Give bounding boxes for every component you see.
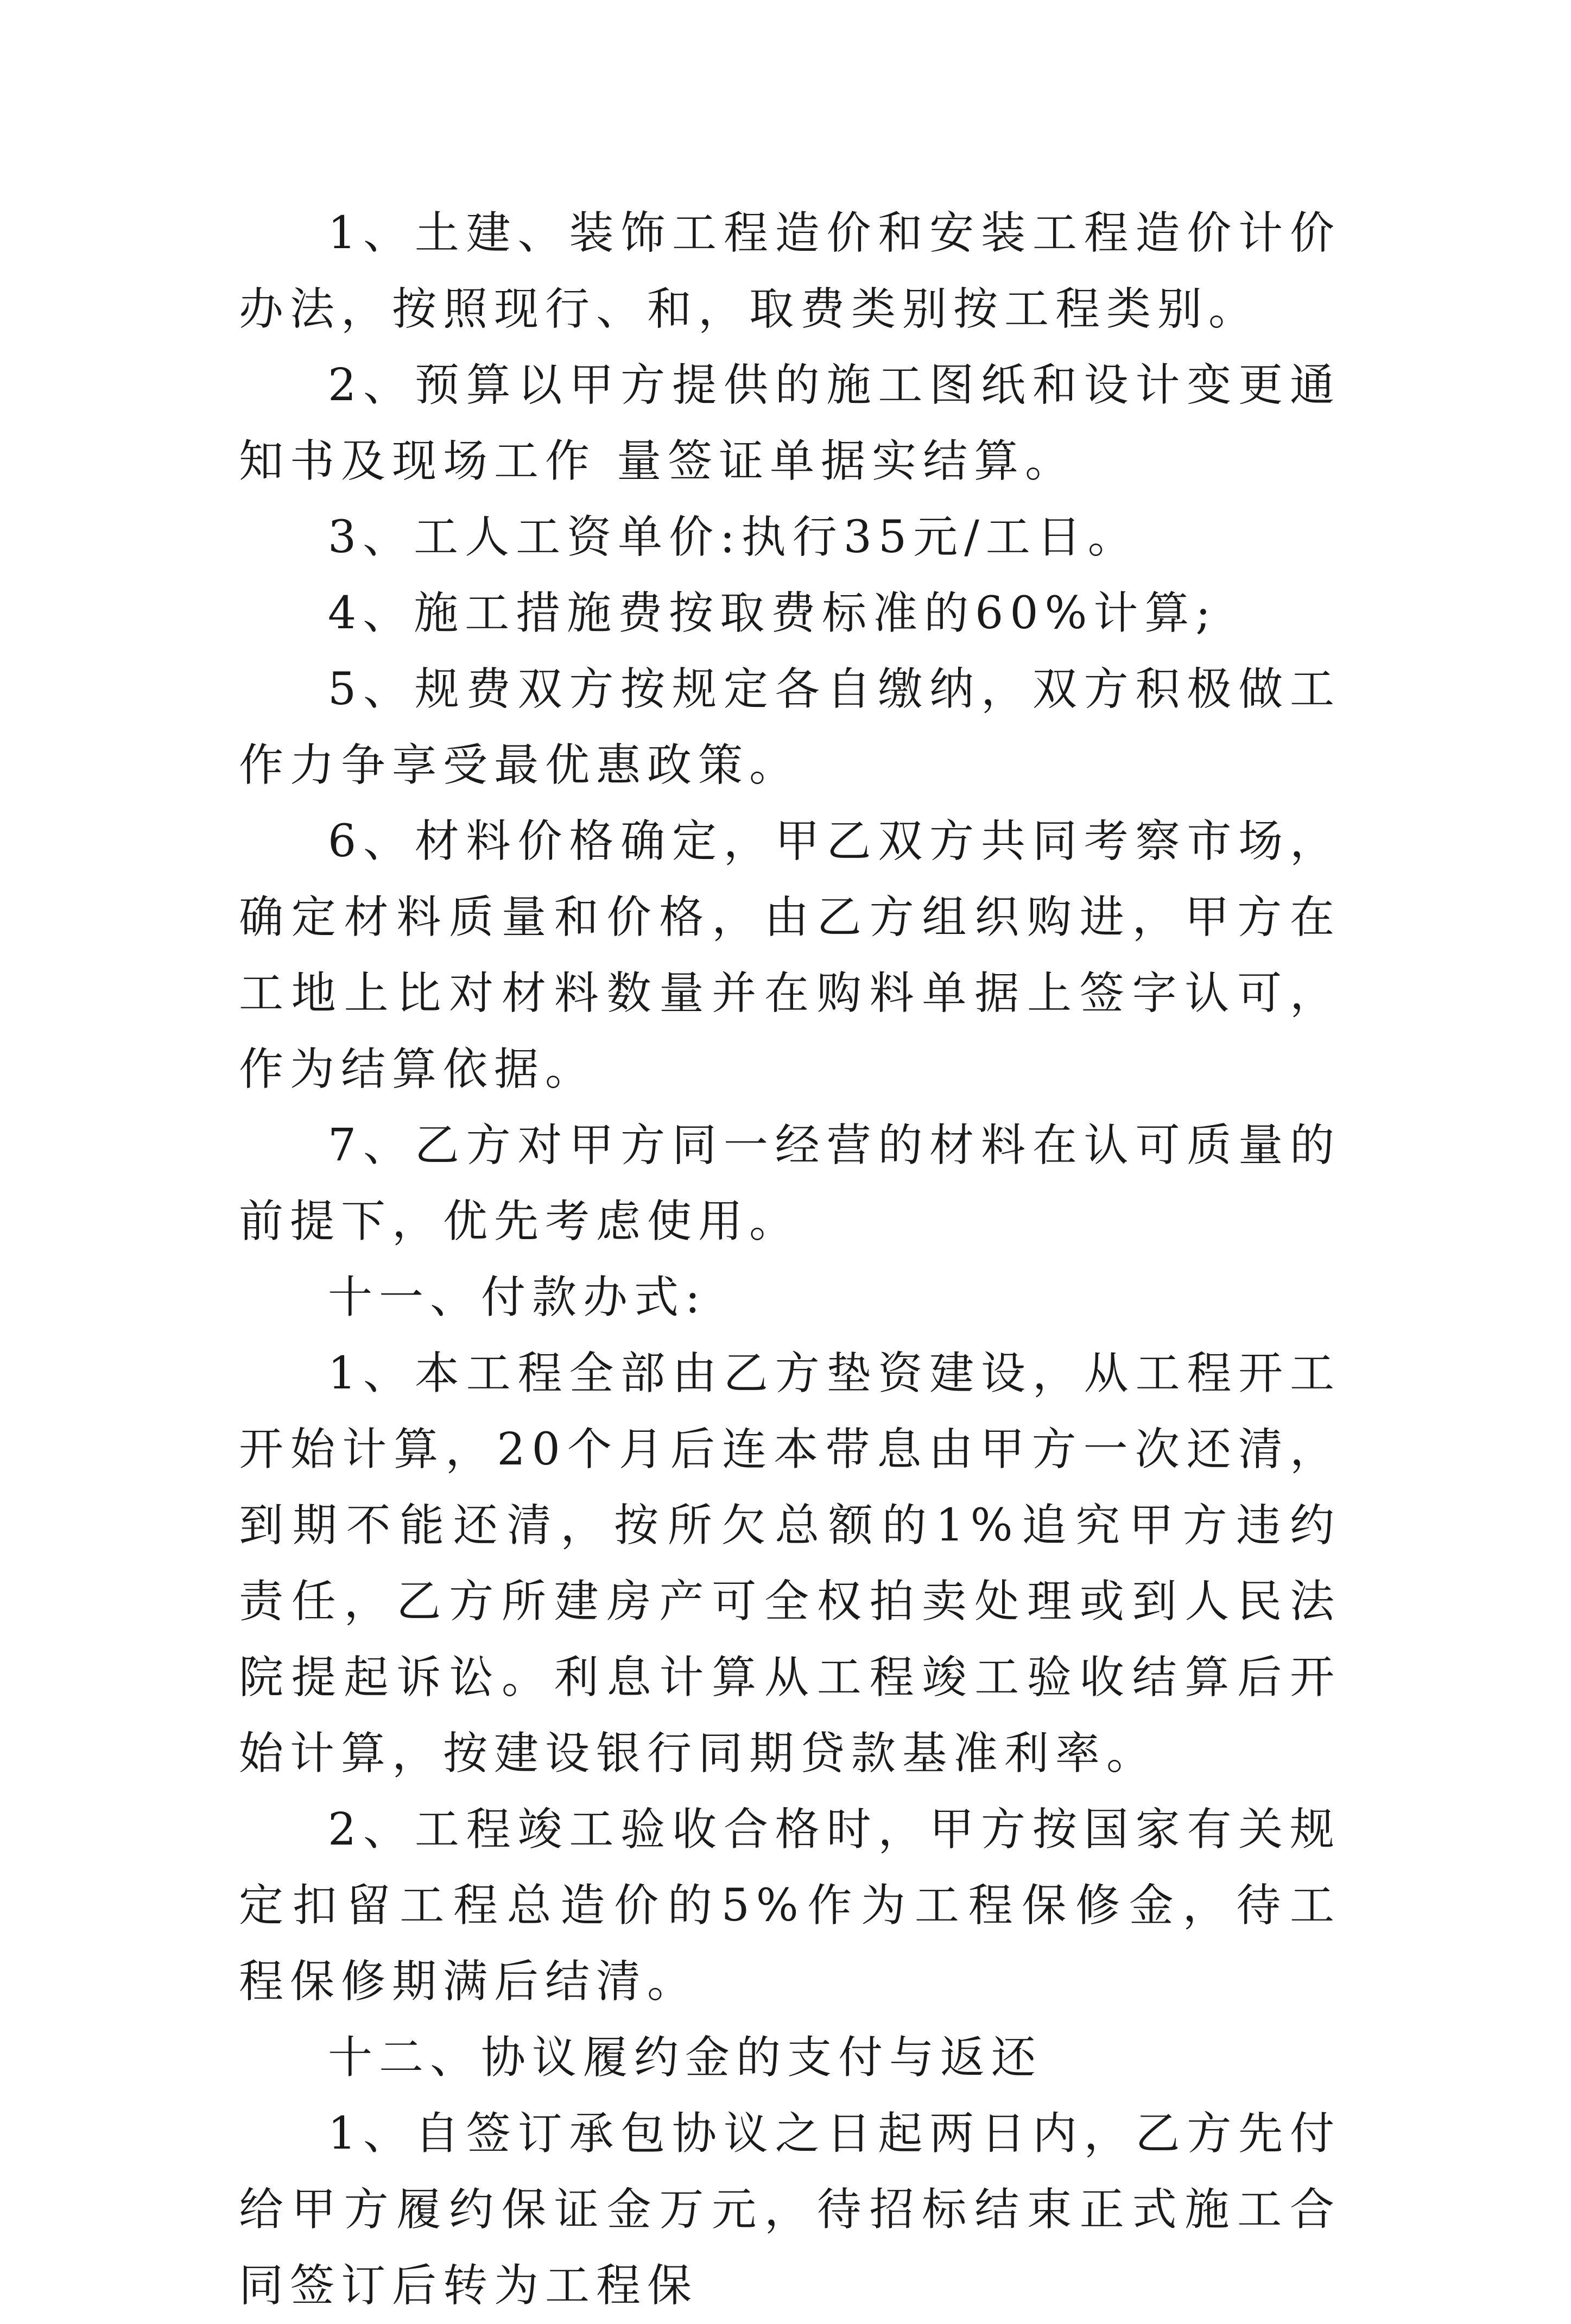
paragraph-3: 3、工人工资单价:执行35元/工日。 bbox=[328, 511, 1139, 563]
paragraph-4: 4、施工措施费按取费标准的60%计算; bbox=[328, 588, 1218, 639]
document-body bbox=[239, 195, 1341, 2324]
paragraph-payment-1: 1、本工程全部由乙方垫资建设，从工程开工开始计算，20个月后连本带息由甲方一次还清，到期不能还清，按所欠总额的1%追究甲方违约责任，乙方所建房产可全权拍卖处理或到人民法院提起诉讼。利息计算从工程竣工验收结算后开始计算，按建设银行同期贷款基准利率。 bbox=[239, 1348, 1341, 1779]
paragraph-2: 2、预算以甲方提供的施工图纸和设计变更通知书及现场工作 量签证单据实结算。 bbox=[239, 359, 1341, 487]
paragraph-1: 1、土建、装饰工程造价和安装工程造价计价办法，按照现行、和，取费类别按工程类别。 bbox=[239, 207, 1341, 335]
section-heading-deposit: 十二、协议履约金的支付与返还 bbox=[328, 2032, 1043, 2083]
paragraph-payment-2: 2、工程竣工验收合格时，甲方按国家有关规定扣留工程总造价的5%作为工程保修金，待工程保修期满后结清。 bbox=[239, 1804, 1341, 2007]
paragraph-5: 5、规费双方按规定各自缴纳，双方积极做工作力争享受最优惠政策。 bbox=[239, 664, 1341, 791]
section-heading-payment: 十一、付款办式: bbox=[328, 1272, 707, 1323]
paragraph-deposit-1: 1、自签订承包协议之日起两日内，乙方先付给甲方履约保证金万元，待招标结束正式施工合同签订后转为工程保 bbox=[239, 2108, 1341, 2312]
paragraph-6: 6、材料价格确定，甲乙双方共同考察市场，确定材料质量和价格，由乙方组织购进，甲方在工地上比对材料数量并在购料单据上签字认可，作为结算依据。 bbox=[239, 816, 1341, 1095]
paragraph-7: 7、乙方对甲方同一经营的材料在认可质量的前提下，优先考虑使用。 bbox=[239, 1120, 1341, 1247]
